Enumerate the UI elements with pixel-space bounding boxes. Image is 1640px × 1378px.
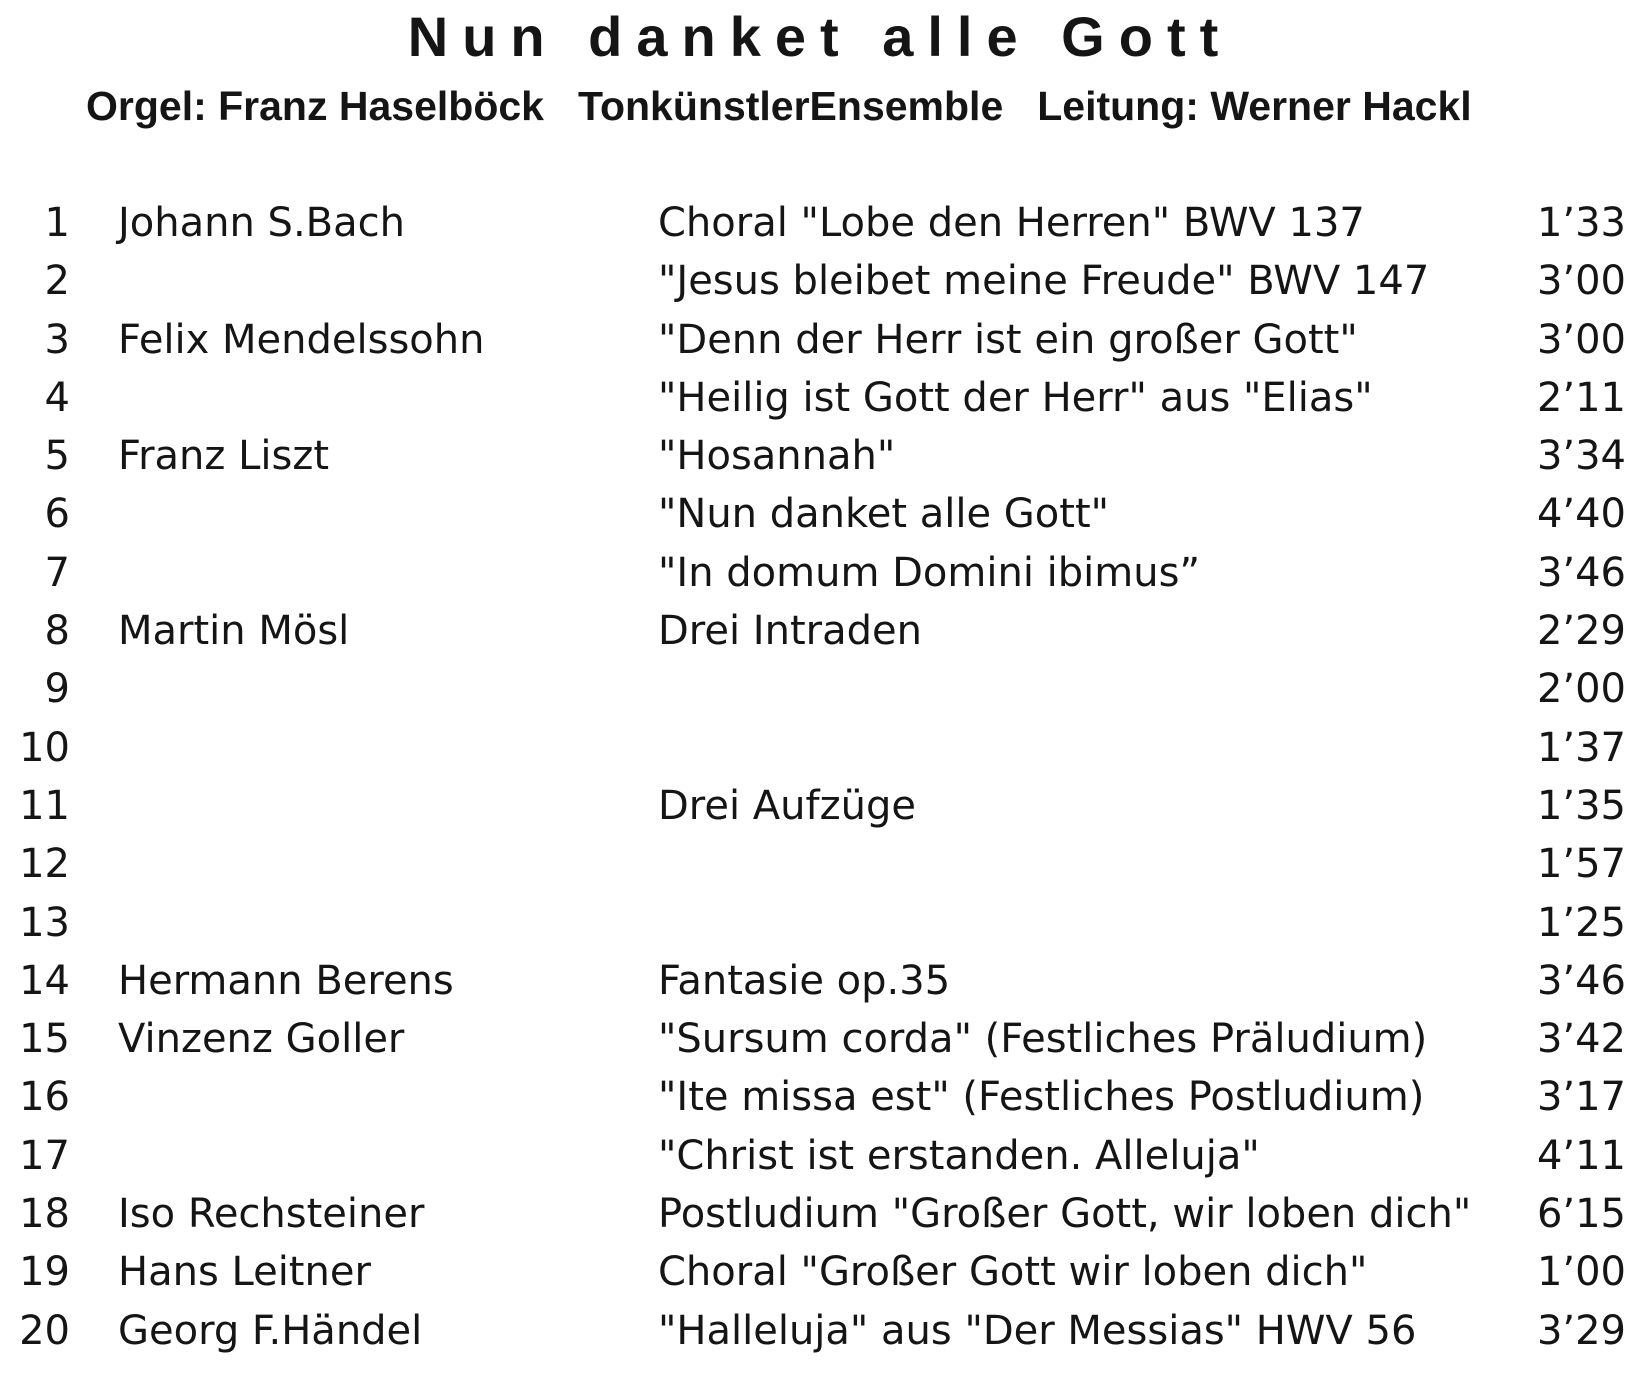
- track-number: 20: [19, 1307, 70, 1354]
- track-row: [0, 194, 1640, 252]
- track-duration: 3’00: [1536, 316, 1626, 363]
- track-composer: Georg F.Händel: [118, 1307, 423, 1354]
- track-row: [0, 311, 1640, 369]
- track-number: 11: [19, 782, 70, 829]
- track-number: 1: [44, 200, 70, 246]
- track-number: 10: [19, 724, 70, 771]
- track-title: "Heilig ist Gott der Herr" aus "Elias": [658, 374, 1373, 421]
- track-composer: Martin Mösl: [118, 608, 350, 655]
- track-number: 15: [19, 1016, 70, 1063]
- track-duration: 1’37: [1536, 724, 1626, 771]
- track-title: "Nun danket alle Gott": [658, 491, 1110, 538]
- track-row: [0, 719, 1640, 777]
- track-row: [0, 369, 1640, 427]
- track-row: [0, 427, 1640, 485]
- track-composer: Vinzenz Goller: [118, 1016, 405, 1063]
- track-row: [0, 894, 1640, 952]
- track-title: "Ite missa est" (Festliches Postludium): [658, 1074, 1425, 1121]
- track-number: 4: [44, 374, 70, 421]
- track-duration: 3’34: [1536, 433, 1626, 480]
- track-number: 12: [19, 841, 70, 888]
- track-row: [0, 835, 1640, 893]
- track-row: [0, 660, 1640, 718]
- track-duration: 1’00: [1536, 1249, 1626, 1296]
- track-number: 19: [19, 1249, 70, 1296]
- ensemble-credit: TonkünstlerEnsemble: [577, 83, 1004, 129]
- track-duration: 1’25: [1536, 899, 1626, 946]
- track-row: [0, 1302, 1640, 1360]
- track-composer: Johann S.Bach: [118, 200, 405, 246]
- track-duration: 2’11: [1536, 374, 1626, 421]
- track-number: 16: [19, 1074, 70, 1121]
- track-title: "Denn der Herr ist ein großer Gott": [658, 316, 1358, 363]
- track-composer: Iso Rechsteiner: [118, 1191, 425, 1238]
- track-composer: Hans Leitner: [118, 1249, 371, 1296]
- track-title: Choral "Großer Gott wir loben dich": [658, 1249, 1368, 1296]
- track-duration: 3’29: [1536, 1307, 1626, 1354]
- track-title: Postludium "Großer Gott, wir loben dich": [658, 1191, 1472, 1238]
- track-title: "Jesus bleibet meine Freude" BWV 147: [658, 258, 1430, 305]
- track-number: 6: [44, 491, 70, 538]
- track-row: [0, 544, 1640, 602]
- track-title: "Halleluja" aus "Der Messias" HWV 56: [658, 1307, 1417, 1354]
- track-title: "Sursum corda" (Festliches Präludium): [658, 1016, 1428, 1063]
- track-duration: 3’46: [1536, 549, 1626, 596]
- track-number: 8: [44, 608, 70, 655]
- track-number: 17: [19, 1132, 70, 1179]
- track-row: [0, 952, 1640, 1010]
- track-duration: 4’40: [1536, 491, 1626, 538]
- track-number: 5: [44, 433, 70, 480]
- track-row: [0, 1127, 1640, 1185]
- track-number: 18: [19, 1191, 70, 1238]
- organ-credit: Orgel: Franz Haselböck: [86, 83, 544, 129]
- track-duration: 1’57: [1536, 841, 1626, 888]
- track-composer: Franz Liszt: [118, 433, 330, 480]
- track-duration: 6’15: [1536, 1191, 1626, 1238]
- credits-line: [86, 82, 1586, 131]
- track-composer: Hermann Berens: [118, 957, 454, 1004]
- track-row: [0, 777, 1640, 835]
- track-duration: 4’11: [1536, 1132, 1626, 1179]
- track-title: "Christ ist erstanden. Alleluja": [658, 1132, 1260, 1179]
- track-title: Drei Aufzüge: [658, 782, 916, 829]
- track-duration: 3’17: [1536, 1074, 1626, 1121]
- track-number: 7: [44, 549, 70, 596]
- track-title: Choral "Lobe den Herren" BWV 137: [658, 200, 1365, 246]
- track-duration: 3’46: [1536, 957, 1626, 1004]
- track-title: Drei Intraden: [658, 608, 922, 655]
- album-title: Nun danket alle Gott: [407, 5, 1233, 68]
- track-row: [0, 1010, 1640, 1068]
- track-row: [0, 1068, 1640, 1126]
- track-duration: 2’29: [1536, 608, 1626, 655]
- track-row: [0, 602, 1640, 660]
- track-list: [0, 194, 1640, 1360]
- track-composer: Felix Mendelssohn: [118, 316, 485, 363]
- track-number: 14: [19, 957, 70, 1004]
- track-row: [0, 485, 1640, 543]
- track-duration: 3’42: [1536, 1016, 1626, 1063]
- track-row: [0, 252, 1640, 310]
- track-duration: 1’33: [1536, 200, 1626, 246]
- track-row: [0, 1243, 1640, 1301]
- track-number: 9: [44, 666, 70, 713]
- track-title: "Hosannah": [658, 433, 896, 480]
- track-title: Fantasie op.35: [658, 957, 951, 1004]
- track-duration: 2’00: [1536, 666, 1626, 713]
- track-row: [0, 1185, 1640, 1243]
- track-title: "In domum Domini ibimus”: [658, 549, 1201, 596]
- track-duration: 1’35: [1536, 782, 1626, 829]
- track-number: 3: [44, 316, 70, 363]
- conductor-credit: Leitung: Werner Hackl: [1037, 83, 1472, 129]
- track-number: 2: [44, 258, 70, 305]
- track-number: 13: [19, 899, 70, 946]
- track-duration: 3’00: [1536, 258, 1626, 305]
